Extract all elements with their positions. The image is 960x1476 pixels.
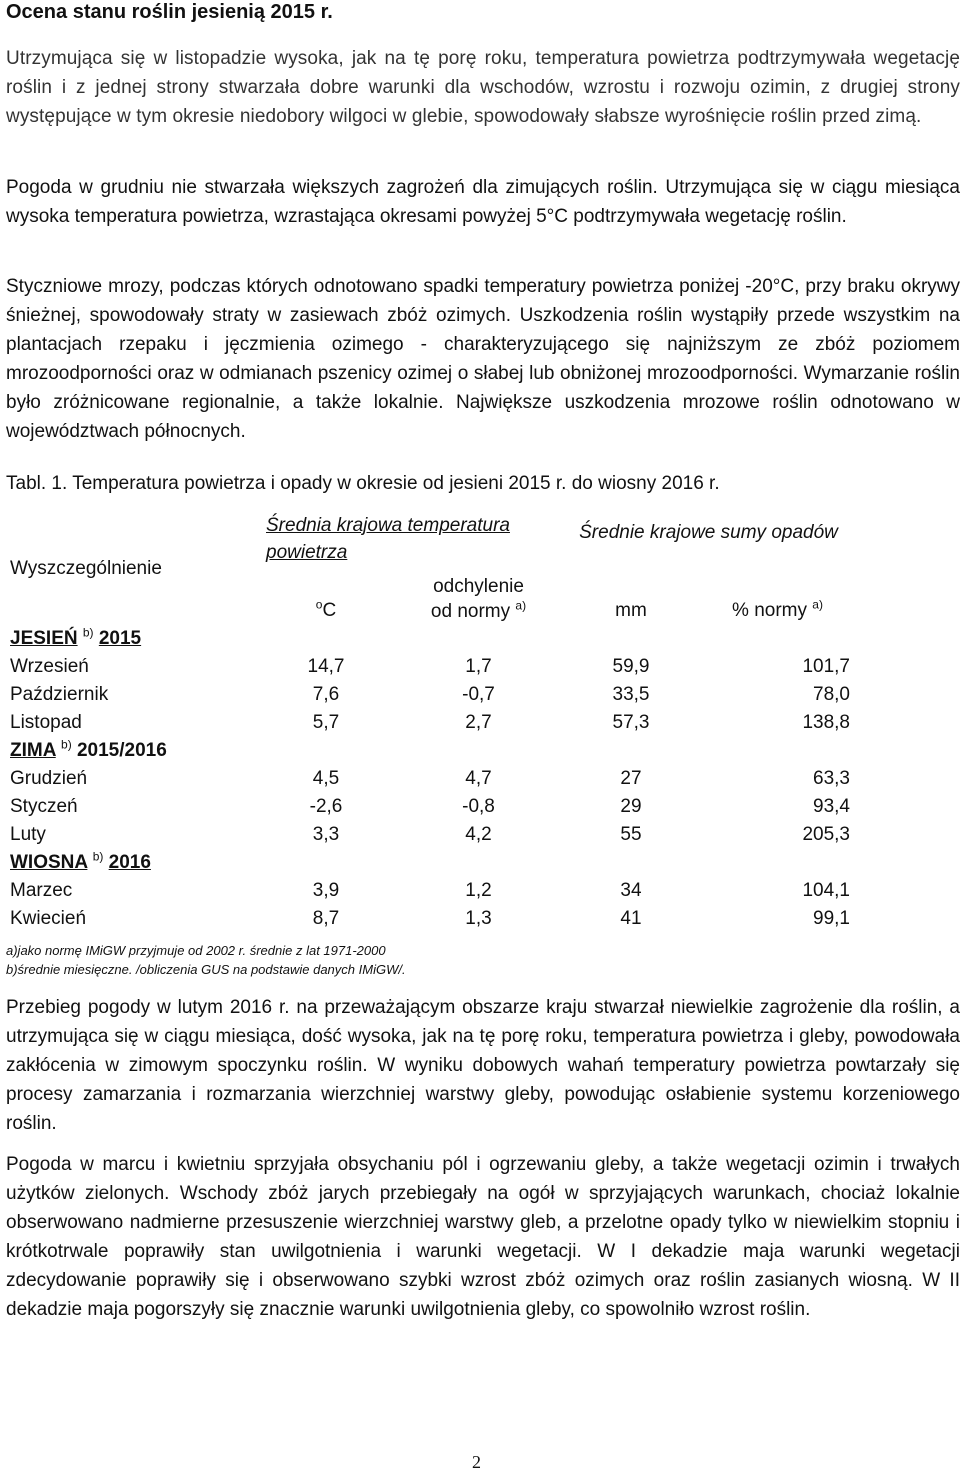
header-temperature-line2: powietrza <box>266 542 348 563</box>
section-row-autumn <box>6 624 856 652</box>
footnote-a: a)jako normę IMiGW przyjmuje od 2002 r. średnie z lat 1971-2000 <box>6 943 386 958</box>
header-temperature-line1: Średnia krajowa temperatura <box>266 515 510 536</box>
table-row: Luty 3,3 4,2 55 205,3 <box>10 824 850 845</box>
section-label: ZIMA $^{b)}$ 2015/2016 <box>10 737 167 761</box>
table-row: Grudzień 4,5 4,7 27 63,3 <box>10 768 850 789</box>
paragraph-autumn: Utrzymująca się w listopadzie wysoka, jak na tę porę roku, temperatura powietrza podtrzymywała wegetację roślin i z jednej strony stwarzała dobre warunki dla wschodów, wzrostu i rozwoju ozimin, z drugiej strony występujące w tym okresie niedobory wilgoci w glebie, spowodowały słabsze wyrośnięcie roślin przed zimą. <box>6 48 960 127</box>
header-deviation: odchylenie od normy $^{a)}$ <box>430 576 527 622</box>
paragraph-february: Przebieg pogody w lutym 2016 r. na przeważającym obszarze kraju stwarzał niewielkie zagrożenie dla roślin, a utrzymująca się w ciągu miesiąca, dość wysoka, jak na tę porę roku, temperatura powietrza i gleby, powodowała zakłócenia w zimowym spoczynku roślin. W wyniku dobowych wahań temperatury powietrza powtarzały się procesy zamarzania i rozmarzania wierzchniej warstwy gleby, powodując osłabienie systemu korzeniowego roślin. <box>6 997 960 1134</box>
page-number: 2 <box>472 1452 481 1472</box>
paragraph-january: Styczniowe mrozy, podczas których odnotowano spadki temperatury powietrza poniżej -20°C, przy braku okrywy śnieżnej, spowodowały straty w zasiewach zbóż ozimych. Uszkodzenia roślin wystąpiły przede wszystkim na plantacjach rzepaku i jęczmienia ozimego - charakteryzującego się najniższym ze zbóż poziomem mrozoodporności oraz w odmianach pszenicy ozimej o słabej lub obniżonej mrozoodporności. Wymarzanie roślin było zróżnicowane regionalnie, a także lokalnie. Największe uszkodzenia mrozowe roślin odnotowano w województwach północnych. <box>6 276 960 442</box>
header-mm: mm <box>615 600 647 621</box>
header-percent-norm: % normy $^{a)}$ <box>732 597 823 621</box>
weather-table <box>6 508 856 932</box>
table-row: Październik 7,6 -0,7 33,5 78,0 <box>10 684 850 705</box>
header-temperature-group <box>256 508 561 566</box>
table-row: Kwiecień 8,7 1,3 41 99,1 <box>10 908 850 929</box>
header-precipitation-group: Średnie krajowe sumy opadów <box>579 522 838 543</box>
section-row-winter <box>6 736 856 764</box>
section-label: WIOSNA $^{b)}$ 2016 <box>10 849 151 873</box>
table-header-row <box>6 508 856 566</box>
table-caption: Tabl. 1. Temperatura powietrza i opady w okresie od jesieni 2015 r. do wiosny 2016 r. <box>6 473 720 494</box>
header-celsius: $^o$C <box>315 597 337 621</box>
header-wyszczegolnienie: Wyszczególnienie <box>10 558 162 579</box>
footnote-b: b)średnie miesięczne. /obliczenia GUS na podstawie danych IMiGW/. <box>6 962 406 977</box>
section-row-spring <box>6 848 856 876</box>
table-row: Styczeń -2,6 -0,8 29 93,4 <box>10 796 850 817</box>
table-row: Listopad 5,7 2,7 57,3 138,8 <box>10 712 850 733</box>
table-row: Marzec 3,9 1,2 34 104,1 <box>10 880 850 901</box>
table-row: Wrzesień 14,7 1,7 59,9 101,7 <box>10 656 850 677</box>
paragraph-spring: Pogoda w marcu i kwietniu sprzyjała obsychaniu pól i ogrzewaniu gleby, a także wegetacji ozimin i trwałych użytków zielonych. Wschody zbóż jarych przebiegały na ogół w sprzyjających warunkach, chociaż lokalnie obserwowano nadmierne przesuszenie wierzchniej warstwy gleb, a przelotne opady tylko w niewielkim stopniu i krótkotrwale poprawiły stan uwilgotnienia i warunki wegetacji. W I dekadzie maja warunki wegetacji zdecydowanie poprawiły się i obserwowano szybki wzrost zbóż ozimych oraz roślin zasianych wiosną. W II dekadzie maja pogorszyły się znacznie warunki uwilgotnienia gleby, co spowolniło wzrost roślin. <box>6 1154 960 1320</box>
section-label: JESIEŃ $^{b)}$ 2015 <box>10 625 142 649</box>
paragraph-december: Pogoda w grudniu nie stwarzała większych zagrożeń dla zimujących roślin. Utrzymująca się w ciągu miesiąca wysoka temperatura powietrza, wzrastająca okresami powyżej 5°C podtrzymywała wegetację roślin. <box>6 177 960 227</box>
document-title: Ocena stanu roślin jesienią 2015 r. <box>6 1 333 23</box>
